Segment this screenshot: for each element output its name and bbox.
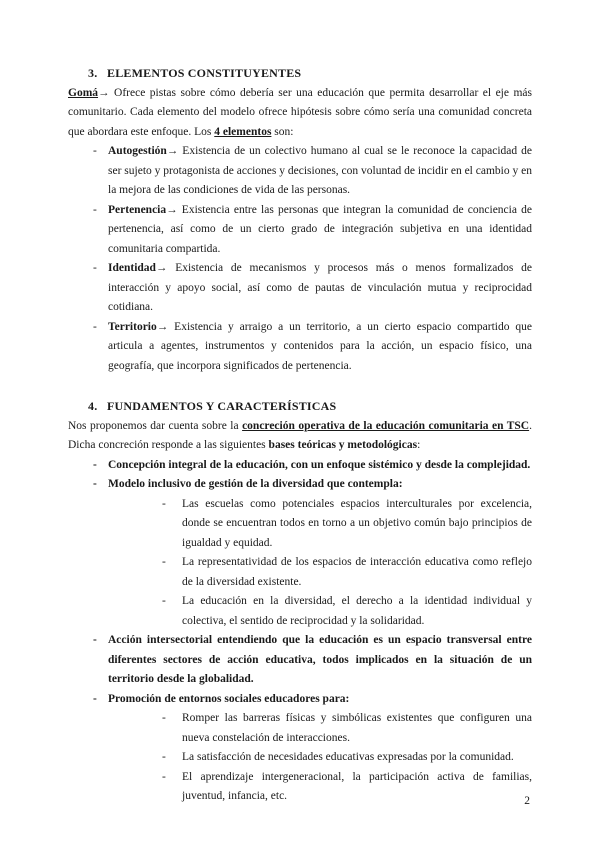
bullet-dash: - <box>162 770 166 783</box>
list-item-autogestion <box>68 142 532 201</box>
bullet-dash: - <box>93 478 97 490</box>
sub-list-item-romper-barreras <box>68 709 532 748</box>
section-3-title: ELEMENTOS CONSTITUYENTES <box>107 66 302 80</box>
bullet-label: Autogestión→ <box>108 145 179 157</box>
text-run: Promoción de entornos sociales educadores para: <box>108 692 350 705</box>
bullet-dash: - <box>162 595 166 607</box>
section-4-heading <box>68 397 532 417</box>
bullet-dash: - <box>93 692 97 705</box>
text-run: La representatividad de los espacios de interacción educativa como reflejo de la diversidad existente. <box>182 556 532 588</box>
section-4-title: FUNDAMENTOS Y CARACTERÍSTICAS <box>107 399 337 413</box>
text-run: Modelo inclusivo de gestión de la diversidad que contempla: <box>108 478 403 490</box>
bullet-dash: - <box>93 320 97 333</box>
page-number: 2 <box>524 795 530 807</box>
text-run: La satisfacción de necesidades educativas expresadas por la comunidad. <box>182 751 514 763</box>
text-run: → Ofrece pistas sobre cómo debería ser una educación que permita desarrollar el eje más comunitario. Cada elemento del modelo ofrece hipótesis sobre cómo sería una comunidad concreta que abordara este enfoque. Los <box>68 86 532 138</box>
list-item-accion-intersectorial <box>68 631 532 690</box>
bullet-label: Pertenencia→ <box>108 203 178 216</box>
list-item-identidad <box>68 259 532 318</box>
list-item-promocion-entornos <box>68 690 532 710</box>
sub-list-item-representatividad <box>68 553 532 592</box>
text-run: Existencia de mecanismos y procesos más o menos formalizados de interacción y apoyo social, así como de pautas de vinculación mutua y reciprocidad cotidiana. <box>108 262 532 313</box>
section-4-number: 4. <box>88 399 98 413</box>
text-run: Existencia de un colectivo humano al cual se le reconoce la capacidad de ser sujeto y protagonista de acciones y decisiones, con voluntad de incidir en el cambio y en la mejora de las condiciones de vida de las personas. <box>108 145 532 196</box>
text-run: : <box>417 439 421 451</box>
text-run: Romper las barreras físicas y simbólicas existentes que configuren una nueva constelación de interacciones. <box>182 712 532 744</box>
sub-list-item-satisfaccion <box>68 748 532 768</box>
sub-list-item-escuelas <box>68 495 532 554</box>
text-run: . Dicha concreción responde a las siguientes <box>68 419 532 451</box>
text-run: Acción intersectorial entendiendo que la educación es un espacio transversal entre diferentes sectores de acción educativa, todos implicados en la situación de un territorio desde la globalidad. <box>108 634 532 685</box>
bullet-dash: - <box>162 497 166 510</box>
bullet-label: Identidad→ <box>108 262 168 274</box>
list-item-concepcion <box>68 456 532 476</box>
list-item-modelo-inclusivo <box>68 475 532 495</box>
section-3-heading <box>68 64 532 84</box>
bullet-dash: - <box>93 458 97 471</box>
text-run: Existencia entre las personas que integran la comunidad de conciencia de pertenencia, así como de un cierto grado de integración subjetiva en una identidad comunitaria compartida. <box>108 203 532 255</box>
bullet-dash: - <box>93 203 97 216</box>
bullet-dash: - <box>162 712 166 724</box>
author-reference: Gomá <box>68 86 99 99</box>
bullet-dash: - <box>93 634 97 646</box>
text-run: El aprendizaje intergeneracional, la participación activa de familias, juventud, infancia, etc. <box>182 770 532 802</box>
section-4-intro-paragraph <box>68 417 532 456</box>
sub-list-item-aprendizaje <box>68 768 532 807</box>
text-run: La educación en la diversidad, el derecho a la identidad individual y colectiva, el sentido de reciprocidad y la solidaridad. <box>182 595 532 627</box>
bullet-dash: - <box>93 145 97 157</box>
bullet-dash: - <box>93 262 97 274</box>
text-run: Existencia y arraigo a un territorio, a un cierto espacio compartido que articula a agentes, instrumentos y contenidos para la acción, un espacio físico, una geografía, que incorpora significados de pertenencia. <box>108 320 532 372</box>
sub-list-item-educacion-diversidad <box>68 592 532 631</box>
section-3-number: 3. <box>88 66 98 80</box>
text-run: son: <box>271 125 294 138</box>
bullet-dash: - <box>162 556 166 568</box>
emphasis-run: bases teóricas y metodológicas <box>268 439 418 451</box>
list-item-pertenencia <box>68 201 532 260</box>
page-content <box>68 64 532 807</box>
section-3-intro-paragraph <box>68 84 532 143</box>
bullet-label: Territorio→ <box>108 320 169 333</box>
text-run: Las escuelas como potenciales espacios interculturales por excelencia, donde se encuentran todos en torno a un objetivo común bajo principios de igualdad y equidad. <box>182 497 532 549</box>
text-run: Concepción integral de la educación, con un enfoque sistémico y desde la complejidad. <box>108 458 531 471</box>
bullet-dash: - <box>162 751 166 763</box>
emphasis-run: 4 elementos <box>214 125 272 138</box>
list-item-territorio <box>68 318 532 377</box>
text-run: Nos proponemos dar cuenta sobre la <box>68 419 243 432</box>
emphasis-run: concreción operativa de la educación comunitaria en TSC <box>242 419 530 432</box>
